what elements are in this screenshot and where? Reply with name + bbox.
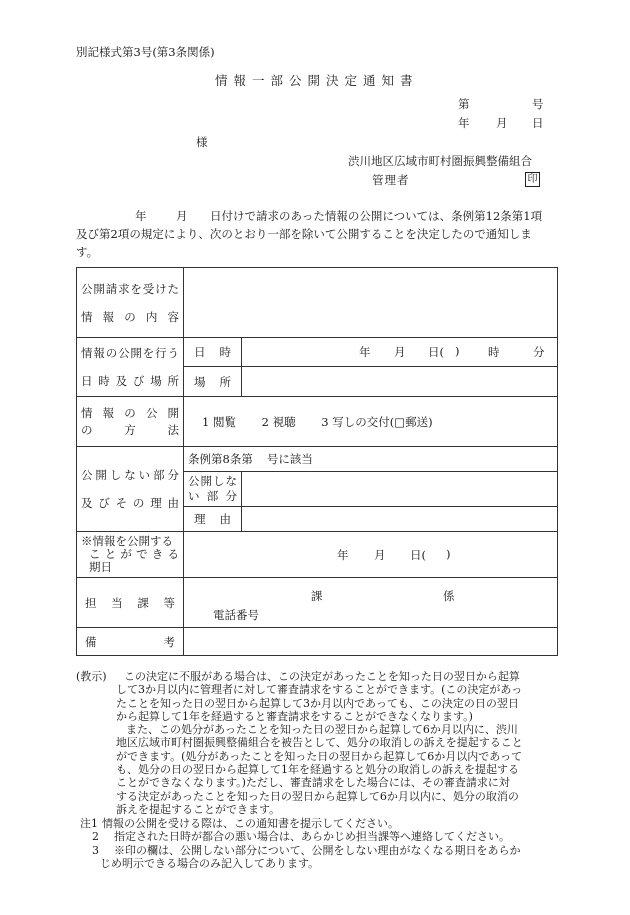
- value-request-info[interactable]: [184, 268, 558, 338]
- footnotes: [76, 817, 564, 870]
- intro-year: 年: [135, 209, 147, 223]
- document-title: 情報一部公開決定通知書: [215, 73, 419, 88]
- label-reason: 理由: [184, 507, 242, 532]
- contact-subsection: 係: [443, 588, 455, 603]
- number-suffix: 号: [532, 97, 544, 111]
- footnote-2: 2 指定された日時が都合の悪い場合は、あらかじめ担当課等へ連絡してください。: [92, 830, 510, 844]
- date-month: 月: [496, 116, 508, 130]
- value-datetime[interactable]: 年 月 日( ) 時 分: [242, 338, 558, 367]
- label-remarks: 備考: [77, 628, 184, 656]
- row-period: [77, 532, 558, 578]
- method-option-listen[interactable]: 2 視聴: [261, 414, 296, 429]
- label-method: 情報の公開 の方法: [77, 397, 184, 447]
- value-place[interactable]: [242, 367, 558, 397]
- seal-box: [525, 171, 540, 187]
- recipient-suffix: 様: [196, 135, 208, 149]
- intro-line3: す。: [76, 245, 99, 259]
- contact-section: 課: [311, 588, 323, 603]
- issuer-title: 管理者: [372, 173, 410, 187]
- row-ordinance: [77, 447, 558, 472]
- row-method: [77, 397, 558, 447]
- intro-line1-text: 日付けで請求のあった情報の公開については、条例第12条第1項: [210, 209, 543, 223]
- intro-line2: 及び第2項の規定により、次のとおり一部を除いて公開することを決定したので通知しま: [76, 227, 532, 241]
- form-number: 別記様式第3号(第3条関係): [76, 45, 215, 59]
- issuer-org: 渋川地区広域市町村圏振興整備組合: [348, 154, 532, 168]
- seal-icon: 印: [525, 172, 540, 187]
- notice-section: (教示) この決定に不服がある場合は、この決定があったことを知った日の翌日から起算 して3か月以内に管理者に対して審査請求をすることができます。(この決定があっ たことを知った日の翌日から起算して3か月以内であっても、この決定の日の翌日 から起算して1年を経過すると審査請求をすることができなくなります。) また、この処分があったことを知った日の翌日から起算して6か月以内に、渋川 地区広域市町村圏振興整備組合を被告として、処分の取消しの訴えを提起すること ができます。(処分があったことを知った日の翌日から起算して6か月以内であって も、処分の日の翌日から起算して1年を経過すると処分の取消しの訴えを提起する ことができなくなります。)ただし、審査請求をした場合には、その審査請求に対 する決定があったことを知った日の翌日から起算して6か月以内に、処分の取消の 訴えを提起することができます。: [76, 670, 523, 816]
- notice-head: (教示): [76, 670, 107, 683]
- label-period: ※情報を公開する ことができる 期日: [77, 532, 184, 578]
- date-year: 年: [458, 116, 470, 130]
- value-method: [184, 397, 558, 447]
- number-prefix: 第: [458, 97, 470, 111]
- label-nondisclosure: 公開しない部分 及びその理由: [77, 447, 184, 532]
- value-period[interactable]: 年 月 日( ): [184, 532, 558, 578]
- method-option-view[interactable]: 1 閲覧: [202, 414, 236, 429]
- label-request-info: 公開請求を受けた 情報の内容: [77, 268, 184, 338]
- label-when-where: 情報の公開を行う 日時及び場所: [77, 338, 184, 397]
- row-datetime: [77, 338, 558, 367]
- footnote-1: 注1 情報の公開を受ける際は、この通知書を提示してください。: [80, 817, 399, 830]
- row-contact: [77, 578, 558, 628]
- value-reason[interactable]: [242, 507, 558, 532]
- value-ordinance[interactable]: 条例第8条第 号に該当: [184, 447, 558, 472]
- row-request-info: [77, 268, 558, 338]
- value-nondisclosed-part[interactable]: [242, 472, 558, 507]
- footnote-3-cont: じめ明示できる場合のみ記入してあります。: [100, 856, 320, 870]
- intro-month: 月: [176, 209, 188, 223]
- label-place: 場所: [184, 367, 242, 397]
- label-datetime: 日時: [184, 338, 242, 367]
- method-option-copy[interactable]: 3 写しの交付(□郵送): [321, 414, 433, 429]
- disclosure-form-table: [76, 267, 558, 656]
- label-contact: 担当課等: [77, 578, 184, 628]
- date-day: 日: [532, 116, 544, 130]
- value-remarks[interactable]: [184, 628, 558, 656]
- phone-label: 電話番号: [213, 607, 259, 622]
- row-remarks: [77, 628, 558, 656]
- label-nondisclosed-part: 公開しな い部分: [184, 472, 242, 507]
- value-contact[interactable]: [184, 578, 558, 628]
- footnote-3: 3 ※印の欄は、公開しない部分について、公開をしない理由がなくなる期日をあらか: [92, 843, 521, 857]
